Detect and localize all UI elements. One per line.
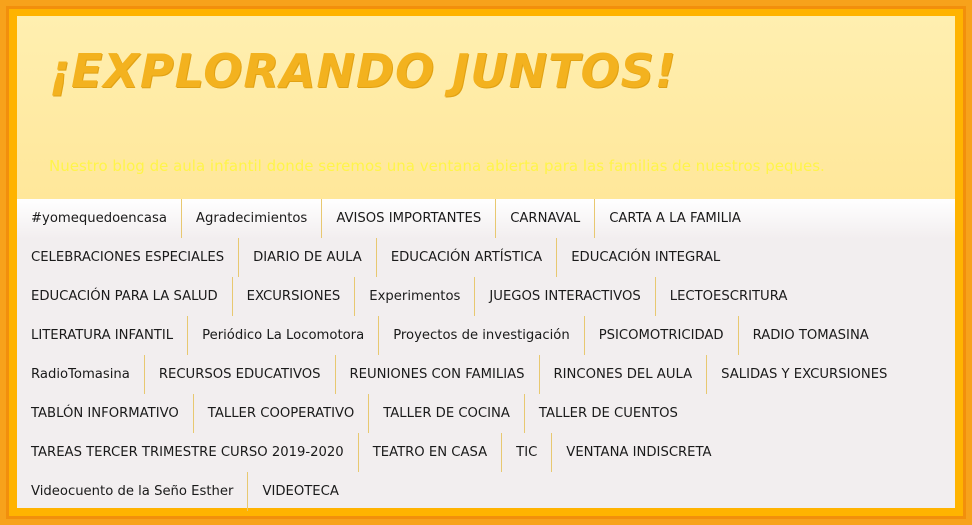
label-row — [17, 472, 955, 511]
label-link[interactable]: DIARIO DE AULA — [239, 238, 377, 277]
label-link[interactable]: RadioTomasina — [17, 355, 145, 394]
label-link[interactable]: RINCONES DEL AULA — [540, 355, 708, 394]
label-link[interactable]: RECURSOS EDUCATIVOS — [145, 355, 336, 394]
label-row — [17, 355, 955, 394]
label-link[interactable]: REUNIONES CON FAMILIAS — [336, 355, 540, 394]
label-link[interactable]: CELEBRACIONES ESPECIALES — [17, 238, 239, 277]
label-link[interactable]: Agradecimientos — [182, 199, 322, 238]
blog-title[interactable]: ¡EXPLORANDO JUNTOS! — [49, 44, 677, 98]
label-link[interactable]: TABLÓN INFORMATIVO — [17, 394, 194, 433]
label-link[interactable]: RADIO TOMASINA — [752, 328, 869, 343]
label-link[interactable]: Experimentos — [355, 277, 475, 316]
label-link[interactable]: TAREAS TERCER TRIMESTRE CURSO 2019-2020 — [17, 433, 359, 472]
blog-container — [17, 16, 955, 508]
label-link[interactable]: TIC — [502, 433, 552, 472]
label-row — [17, 199, 955, 238]
label-row — [17, 394, 955, 433]
label-row — [17, 238, 955, 277]
label-link[interactable]: EDUCACIÓN INTEGRAL — [571, 250, 721, 265]
label-link[interactable]: Videocuento de la Seño Esther — [17, 472, 248, 511]
label-link[interactable]: PSICOMOTRICIDAD — [585, 316, 739, 355]
label-link[interactable]: EDUCACIÓN ARTÍSTICA — [377, 238, 557, 277]
label-row — [17, 316, 955, 355]
page-frame — [6, 6, 966, 519]
label-link[interactable]: EDUCACIÓN PARA LA SALUD — [17, 277, 233, 316]
label-link[interactable]: JUEGOS INTERACTIVOS — [475, 277, 655, 316]
blog-header — [17, 16, 955, 199]
label-link[interactable]: EXCURSIONES — [233, 277, 356, 316]
label-link[interactable]: VENTANA INDISCRETA — [566, 445, 712, 460]
label-link[interactable]: TEATRO EN CASA — [359, 433, 502, 472]
label-link[interactable]: #yomequedoencasa — [17, 199, 182, 238]
label-link[interactable]: TALLER DE COCINA — [369, 394, 525, 433]
labels-widget — [17, 199, 955, 508]
label-link[interactable]: VIDEOTECA — [262, 484, 339, 499]
blog-description: Nuestro blog de aula infantil donde seremos una ventana abierta para las familias de nuestros peques. — [49, 157, 825, 175]
label-link[interactable]: AVISOS IMPORTANTES — [322, 199, 496, 238]
label-link[interactable]: LECTOESCRITURA — [669, 289, 788, 304]
label-link[interactable]: Periódico La Locomotora — [188, 316, 379, 355]
label-link[interactable]: Proyectos de investigación — [379, 316, 585, 355]
label-link[interactable]: TALLER COOPERATIVO — [194, 394, 369, 433]
label-link[interactable]: CARTA A LA FAMILIA — [609, 211, 741, 226]
label-link[interactable]: LITERATURA INFANTIL — [17, 316, 188, 355]
label-link[interactable]: TALLER DE CUENTOS — [538, 406, 678, 421]
label-row — [17, 277, 955, 316]
label-link[interactable]: SALIDAS Y EXCURSIONES — [721, 367, 888, 382]
label-row — [17, 433, 955, 472]
label-link[interactable]: CARNAVAL — [496, 199, 595, 238]
